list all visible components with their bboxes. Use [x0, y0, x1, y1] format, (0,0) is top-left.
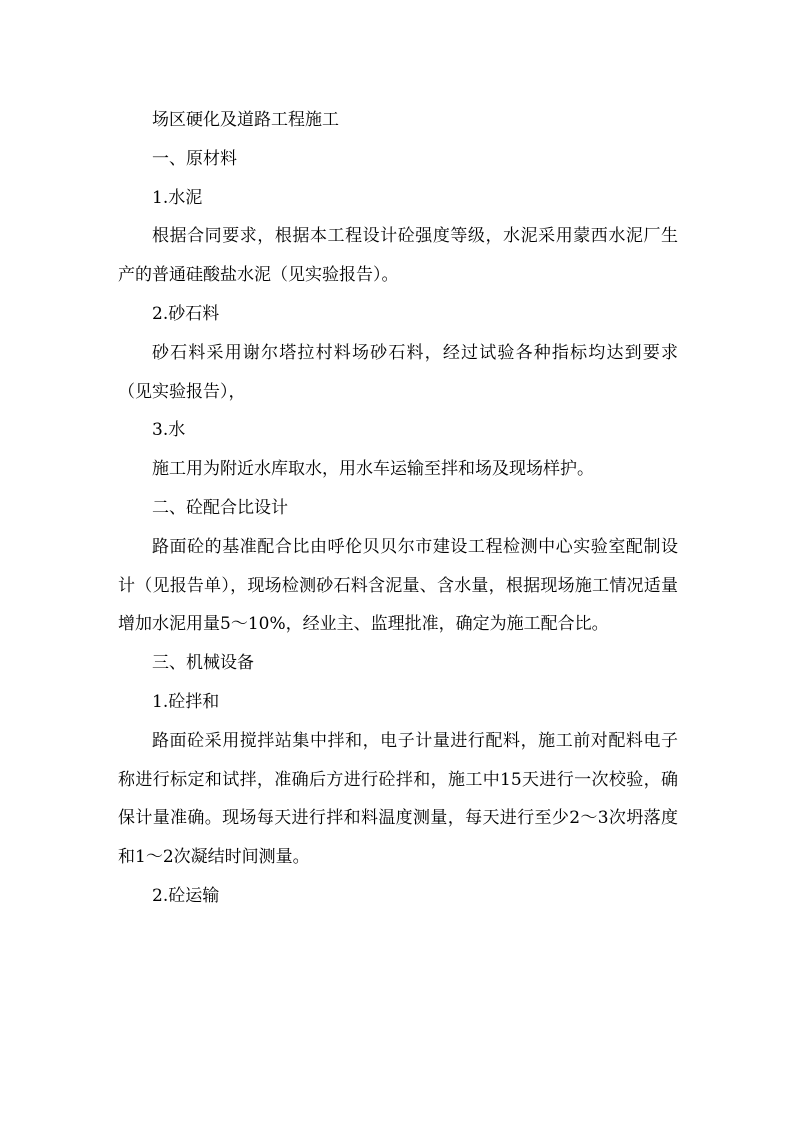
subheading-cement: 1.水泥: [152, 187, 203, 208]
subheading-water: 3.水: [152, 420, 186, 441]
subheading-transport: 2.砼运输: [152, 885, 220, 906]
document-body: [118, 101, 678, 916]
paragraph-water: 施工用为附近水库取水，用水车运输至拌和场及现场样护。: [152, 459, 594, 480]
paragraph-cement: 根据合同要求，根据本工程设计砼强度等级，水泥采用蒙西水泥厂生产的普通硅酸盐水泥（见实验报告）。: [118, 226, 678, 286]
paragraph-mix-design: 路面砼的基准配合比由呼伦贝贝尔市建设工程检测中心实验室配制设计（见报告单），现场检测砂石料含泥量、含水量，根据现场施工情况适量增加水泥用量5～10%，经业主、监理批准，确定为施工配合比。: [118, 536, 678, 635]
paragraph-aggregate: 砂石料采用谢尔塔拉村料场砂石料，经过试验各种指标均达到要求（见实验报告），: [118, 342, 678, 402]
subheading-aggregate: 2.砂石料: [152, 303, 220, 324]
section-heading-equipment: 三、机械设备: [152, 653, 254, 674]
section-heading-mix-design: 二、砼配合比设计: [152, 497, 288, 518]
document-title: 场区硬化及道路工程施工: [152, 110, 339, 130]
paragraph-mixing: 路面砼采用搅拌站集中拌和，电子计量进行配料，施工前对配料电子称进行标定和试拌，准确后方进行砼拌和，施工中15天进行一次校验，确保计量准确。现场每天进行拌和料温度测量，每天进行至少2～3次坍落度和1～2次凝结时间测量。: [118, 730, 678, 868]
section-heading-raw-materials: 一、原材料: [152, 148, 237, 169]
subheading-mixing: 1.砼拌和: [152, 691, 220, 712]
